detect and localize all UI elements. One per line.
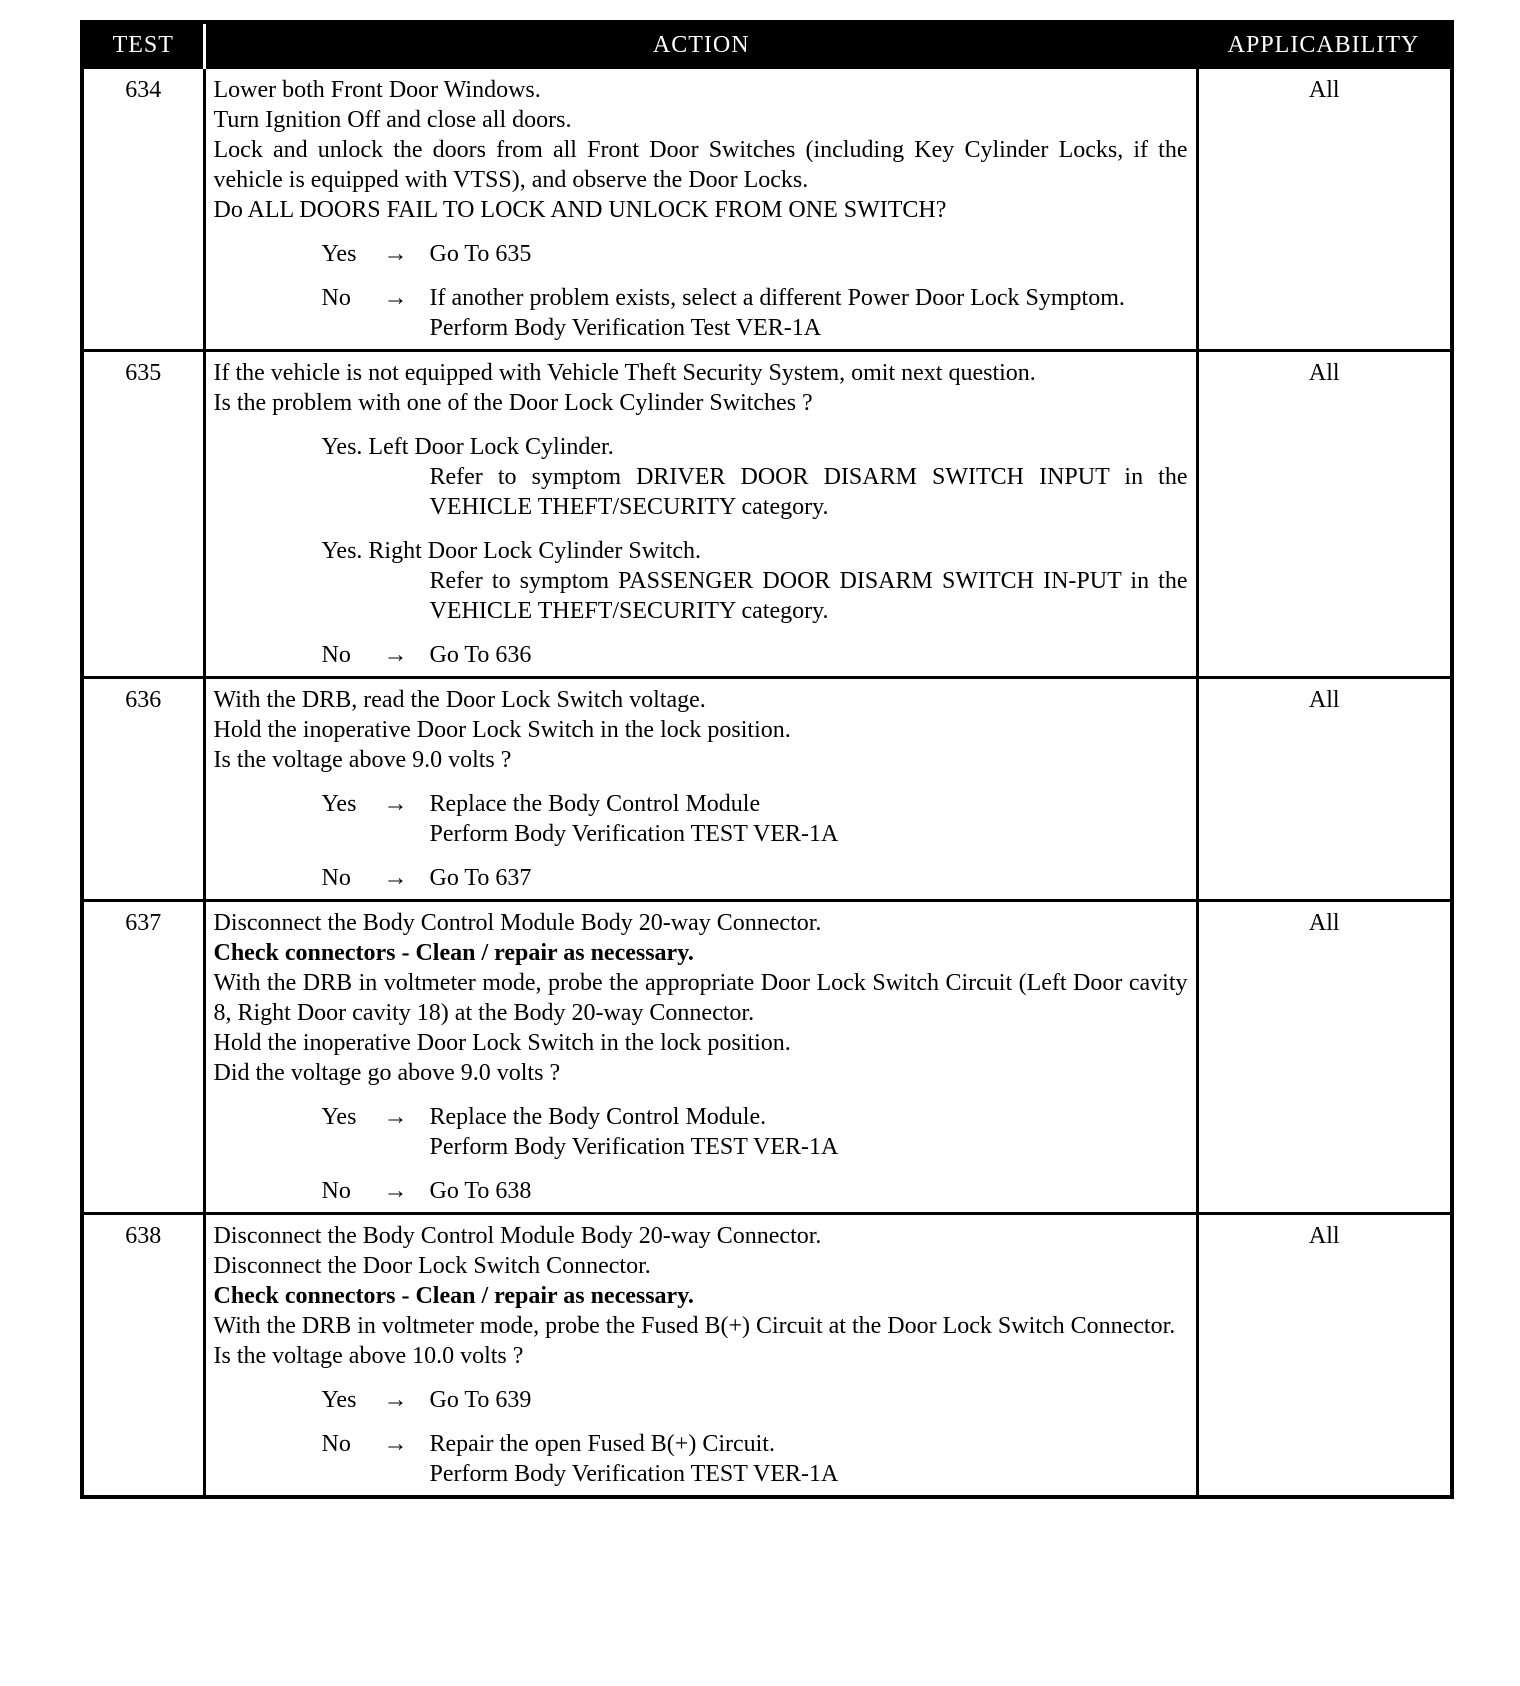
action-cell (204, 678, 1197, 901)
action-cell (204, 1214, 1197, 1498)
answer-result (430, 640, 1188, 670)
action-step: If the vehicle is not equipped with Vehicle Theft Security System, omit next question. (213, 360, 1036, 386)
table-row (82, 901, 1452, 1214)
answer-result (430, 1102, 1188, 1162)
test-number: 637 (82, 901, 204, 1214)
answer-option (322, 1176, 1188, 1206)
test-number: 636 (82, 678, 204, 901)
action-step: Did the voltage go above 9.0 volts ? (213, 1060, 561, 1086)
arrow-icon: → (383, 241, 408, 267)
answer-option (322, 283, 1188, 343)
action-step: Lower both Front Door Windows. (213, 77, 541, 103)
arrow-icon: → (383, 1104, 408, 1130)
answer-label: No (321, 865, 351, 891)
diagnostic-sheet (80, 20, 1450, 1499)
table-row (82, 1214, 1452, 1498)
answer-result (430, 1429, 1188, 1489)
action-step: Hold the inoperative Door Lock Switch in the lock position. (213, 717, 791, 743)
answer-option (322, 1429, 1188, 1489)
result-line: Replace the Body Control Module (429, 791, 761, 817)
header-action: ACTION (204, 22, 1197, 68)
action-step: Is the voltage above 10.0 volts ? (213, 1343, 524, 1369)
choice-branch (322, 432, 1188, 522)
answer-option (322, 863, 1188, 893)
choice-label: Yes. Left Door Lock Cylinder. (321, 434, 614, 460)
table-body (82, 68, 1452, 1498)
test-number: 635 (82, 351, 204, 678)
answer-label: No (321, 285, 351, 311)
answer-label: Yes (321, 1387, 357, 1413)
answer-result (430, 789, 1188, 849)
result-line: Go To 639 (429, 1387, 532, 1413)
applicability-value: All (1197, 901, 1452, 1214)
result-line: Perform Body Verification TEST VER-1A (429, 1461, 839, 1487)
applicability-value: All (1197, 1214, 1452, 1498)
table-header (82, 22, 1452, 68)
answer-option (322, 239, 1188, 269)
action-step: Is the problem with one of the Door Lock Cylinder Switches ? (213, 390, 813, 416)
action-cell (204, 351, 1197, 678)
answer-result (430, 1176, 1188, 1206)
table-row (82, 678, 1452, 901)
action-step: Check connectors - Clean / repair as necessary. (213, 940, 694, 966)
result-line: Perform Body Verification TEST VER-1A (429, 1134, 839, 1160)
answer-option (322, 1385, 1188, 1415)
answer-label: Yes (321, 241, 357, 267)
arrow-icon: → (383, 791, 408, 817)
result-line: Go To 636 (429, 642, 532, 668)
applicability-value: All (1197, 351, 1452, 678)
result-line: Go To 635 (429, 241, 532, 267)
action-cell (204, 901, 1197, 1214)
result-line: If another problem exists, select a different Power Door Lock Symptom. (429, 285, 1125, 311)
choice-branch (322, 536, 1188, 626)
result-line: Go To 637 (429, 865, 532, 891)
choice-result: Refer to symptom DRIVER DOOR DISARM SWITCH INPUT in the VEHICLE THEFT/SECURITY category. (429, 464, 1188, 520)
choice-label: Yes. Right Door Lock Cylinder Switch. (321, 538, 702, 564)
applicability-value: All (1197, 68, 1452, 351)
arrow-icon: → (383, 865, 408, 891)
result-line: Perform Body Verification Test VER-1A (429, 315, 822, 341)
answer-label: Yes (321, 1104, 357, 1130)
action-step: Turn Ignition Off and close all doors. (213, 107, 572, 133)
answer-result (430, 239, 1188, 269)
answer-result (430, 1385, 1188, 1415)
answer-label: No (321, 1431, 351, 1457)
arrow-icon: → (383, 642, 408, 668)
table-row (82, 351, 1452, 678)
arrow-icon: → (383, 1387, 408, 1413)
action-step: With the DRB, read the Door Lock Switch voltage. (213, 687, 706, 713)
action-step: Disconnect the Body Control Module Body 20-way Connector. (213, 910, 822, 936)
diagnostic-table (80, 20, 1454, 1499)
answer-option (322, 789, 1188, 849)
result-line: Replace the Body Control Module. (429, 1104, 767, 1130)
answer-label: No (321, 642, 351, 668)
arrow-icon: → (383, 285, 408, 311)
action-cell (204, 68, 1197, 351)
result-line: Go To 638 (429, 1178, 532, 1204)
answer-label: No (321, 1178, 351, 1204)
table-row (82, 68, 1452, 351)
arrow-icon: → (383, 1178, 408, 1204)
action-step: Lock and unlock the doors from all Front Door Switches (including Key Cylinder Locks, if the vehicle is equipped with VTSS), and observe the Door Locks. (213, 137, 1188, 193)
action-step: With the DRB in voltmeter mode, probe the appropriate Door Lock Switch Circuit (Left Door cavity 8, Right Door cavity 18) at the Body 20-way Connector. (213, 970, 1188, 1026)
choice-result: Refer to symptom PASSENGER DOOR DISARM SWITCH IN-PUT in the VEHICLE THEFT/SECURITY category. (429, 568, 1188, 624)
answer-result (430, 863, 1188, 893)
answer-option (322, 1102, 1188, 1162)
header-applicability: APPLICABILITY (1197, 22, 1452, 68)
action-step: Is the voltage above 9.0 volts ? (213, 747, 512, 773)
answer-option (322, 640, 1188, 670)
test-number: 634 (82, 68, 204, 351)
action-step: With the DRB in voltmeter mode, probe the Fused B(+) Circuit at the Door Lock Switch Connector. (213, 1313, 1176, 1339)
action-step: Disconnect the Body Control Module Body 20-way Connector. (213, 1223, 822, 1249)
action-step: Do ALL DOORS FAIL TO LOCK AND UNLOCK FROM ONE SWITCH? (213, 197, 947, 223)
answer-result (430, 283, 1188, 343)
action-step: Hold the inoperative Door Lock Switch in the lock position. (213, 1030, 791, 1056)
arrow-icon: → (383, 1431, 408, 1457)
result-line: Perform Body Verification TEST VER-1A (429, 821, 839, 847)
header-test: TEST (82, 22, 204, 68)
action-step: Disconnect the Door Lock Switch Connector. (213, 1253, 651, 1279)
applicability-value: All (1197, 678, 1452, 901)
answer-label: Yes (321, 791, 357, 817)
action-step: Check connectors - Clean / repair as necessary. (213, 1283, 694, 1309)
result-line: Repair the open Fused B(+) Circuit. (429, 1431, 775, 1457)
test-number: 638 (82, 1214, 204, 1498)
